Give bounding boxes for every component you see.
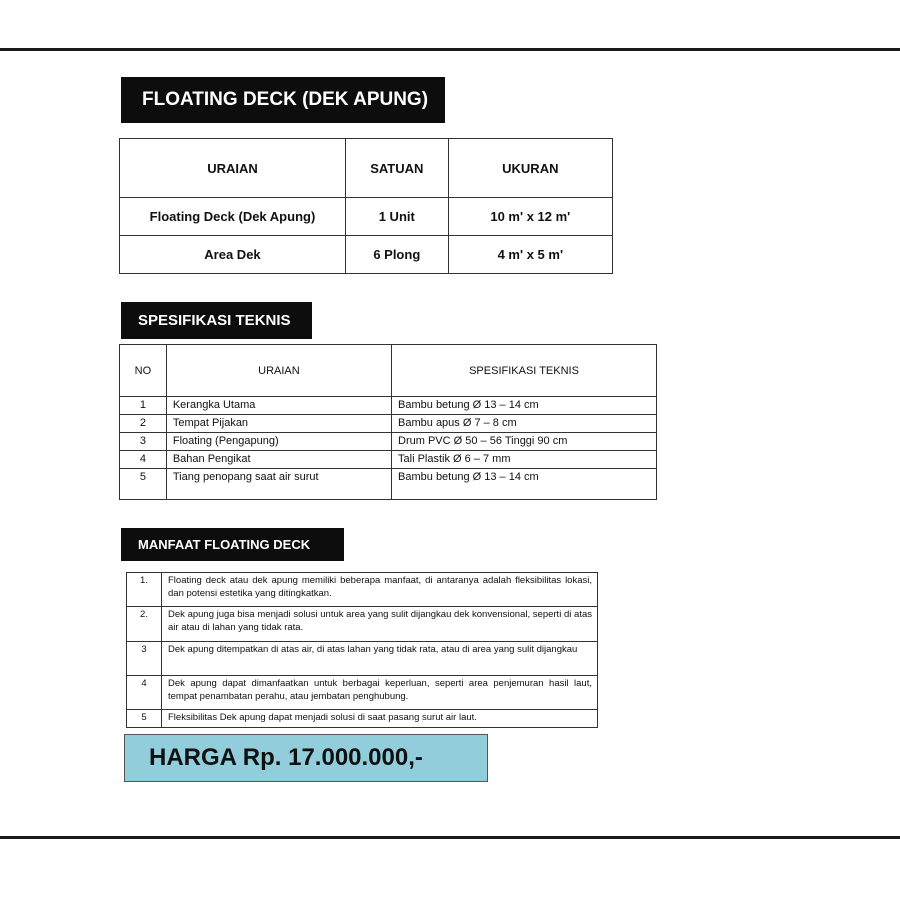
main-table bbox=[119, 138, 613, 274]
benefits-section-title: MANFAAT FLOATING DECK bbox=[121, 528, 344, 561]
table-cell: 2 bbox=[120, 415, 167, 433]
table-cell: 5 bbox=[120, 469, 167, 500]
table-cell: Bambu betung Ø 13 – 14 cm bbox=[392, 469, 657, 500]
table-cell: Drum PVC Ø 50 – 56 Tinggi 90 cm bbox=[392, 433, 657, 451]
table-row bbox=[120, 415, 657, 433]
column-header: UKURAN bbox=[448, 139, 612, 198]
table-cell: Bambu betung Ø 13 – 14 cm bbox=[392, 397, 657, 415]
column-header: URAIAN bbox=[120, 139, 346, 198]
bottom-divider bbox=[0, 836, 900, 839]
table-cell: Bambu apus Ø 7 – 8 cm bbox=[392, 415, 657, 433]
item-number: 3 bbox=[127, 642, 162, 676]
table-row bbox=[120, 198, 613, 236]
table-row bbox=[120, 433, 657, 451]
item-text: Dek apung juga bisa menjadi solusi untuk area yang sulit dijangkau dek konvensional, seperti di atas air atau di lahan yang tidak rata. bbox=[162, 607, 598, 642]
list-item bbox=[127, 710, 598, 728]
item-number: 1. bbox=[127, 573, 162, 607]
item-text: Dek apung ditempatkan di atas air, di atas lahan yang tidak rata, atau di area yang sulit dijangkau bbox=[162, 642, 598, 676]
column-header: URAIAN bbox=[166, 345, 391, 397]
table-cell: 3 bbox=[120, 433, 167, 451]
list-item bbox=[127, 676, 598, 710]
column-header: SPESIFIKASI TEKNIS bbox=[392, 345, 657, 397]
item-text: Fleksibilitas Dek apung dapat menjadi solusi di saat pasang surut air laut. bbox=[162, 710, 598, 728]
table-cell: 10 m' x 12 m' bbox=[448, 198, 612, 236]
price-label: HARGA Rp. 17.000.000,- bbox=[124, 734, 488, 782]
top-divider bbox=[0, 48, 900, 51]
table-row bbox=[120, 236, 613, 274]
table-cell: Floating (Pengapung) bbox=[166, 433, 391, 451]
table-cell: 4 m' x 5 m' bbox=[448, 236, 612, 274]
table-cell: Tiang penopang saat air surut bbox=[166, 469, 391, 500]
table-header-row bbox=[120, 139, 613, 198]
table-row bbox=[120, 451, 657, 469]
table-cell: Bahan Pengikat bbox=[166, 451, 391, 469]
table-cell: 1 bbox=[120, 397, 167, 415]
table-cell: 1 Unit bbox=[345, 198, 448, 236]
table-cell: Kerangka Utama bbox=[166, 397, 391, 415]
list-item bbox=[127, 642, 598, 676]
spec-section-title: SPESIFIKASI TEKNIS bbox=[121, 302, 312, 339]
table-cell: 6 Plong bbox=[345, 236, 448, 274]
table-cell: 4 bbox=[120, 451, 167, 469]
table-row bbox=[120, 397, 657, 415]
table-cell: Tempat Pijakan bbox=[166, 415, 391, 433]
item-number: 2. bbox=[127, 607, 162, 642]
item-text: Dek apung dapat dimanfaatkan untuk berbagai keperluan, seperti area penjemuran hasil laut, tempat penambatan perahu, atau jembatan penghubung. bbox=[162, 676, 598, 710]
column-header: NO bbox=[120, 345, 167, 397]
table-header-row bbox=[120, 345, 657, 397]
table-cell: Area Dek bbox=[120, 236, 346, 274]
item-number: 5 bbox=[127, 710, 162, 728]
benefits-table bbox=[126, 572, 598, 728]
list-item bbox=[127, 607, 598, 642]
item-number: 4 bbox=[127, 676, 162, 710]
list-item bbox=[127, 573, 598, 607]
table-cell: Floating Deck (Dek Apung) bbox=[120, 198, 346, 236]
spec-table bbox=[119, 344, 657, 500]
table-row bbox=[120, 469, 657, 500]
table-cell: Tali Plastik Ø 6 – 7 mm bbox=[392, 451, 657, 469]
item-text: Floating deck atau dek apung memiliki beberapa manfaat, di antaranya adalah fleksibilitas lokasi, dan potensi estetika yang ditingkatkan. bbox=[162, 573, 598, 607]
page-title: FLOATING DECK (DEK APUNG) bbox=[121, 77, 445, 123]
column-header: SATUAN bbox=[345, 139, 448, 198]
